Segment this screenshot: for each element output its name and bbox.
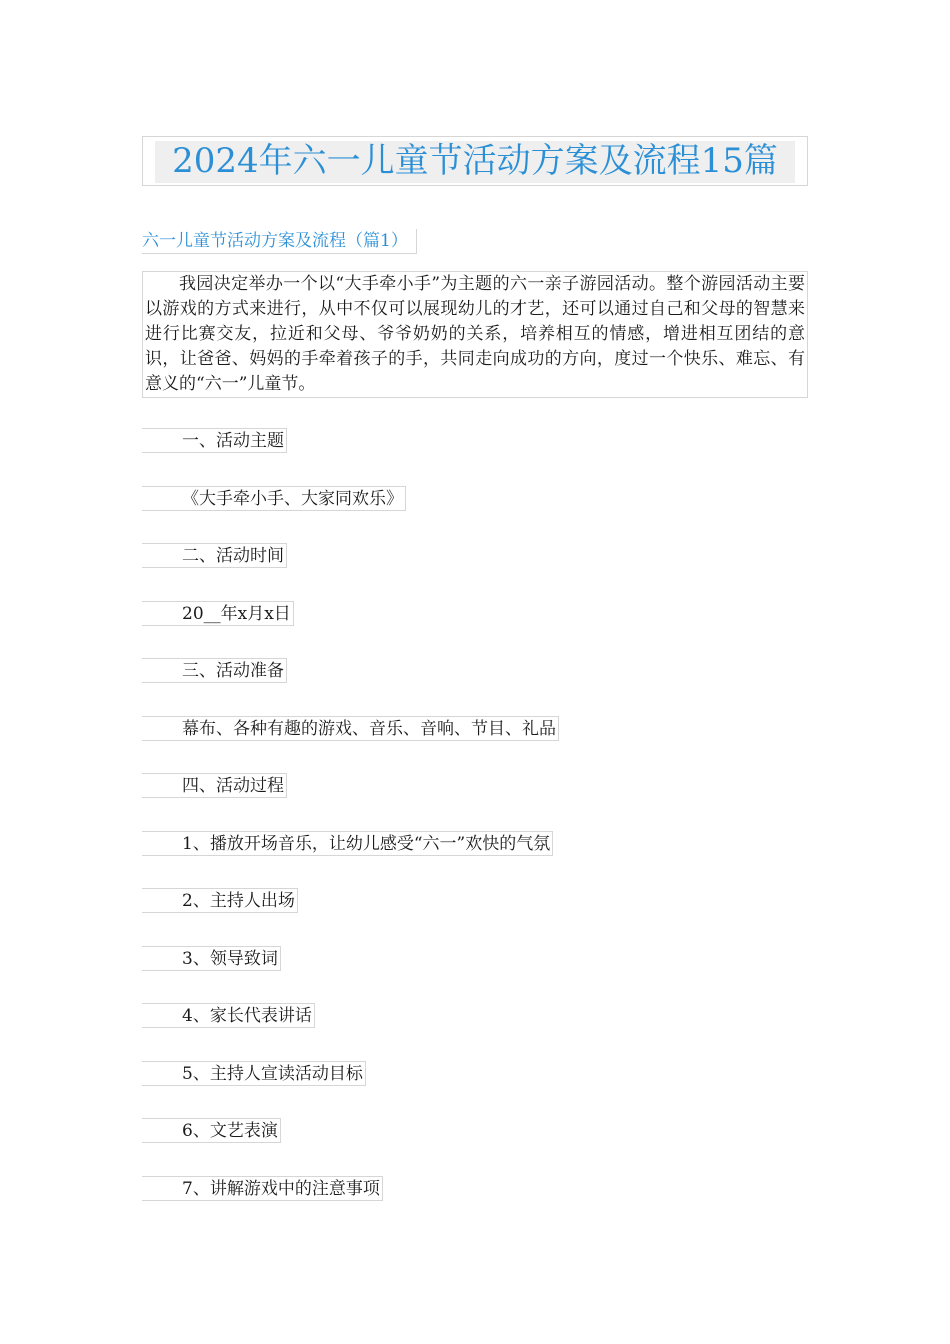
activity-time-text: 20__年x月x日	[142, 601, 294, 626]
heading-activity-time: 二、活动时间	[142, 543, 287, 568]
process-step: 1、播放开场音乐，让幼儿感受“六一”欢快的气氛	[142, 831, 553, 856]
process-step: 5、主持人宣读活动目标	[142, 1061, 366, 1086]
process-step: 2、主持人出场	[142, 888, 298, 913]
heading-activity-process: 四、活动过程	[142, 773, 287, 798]
document-title: 2024年六一儿童节活动方案及流程15篇	[172, 141, 778, 181]
intro-paragraph: 我园决定举办一个以“大手牵小手”为主题的六一亲子游园活动。整个游园活动主要以游戏的方式来进行，从中不仅可以展现幼儿的才艺，还可以通过自己和父母的智慧来进行比赛交友，拉近和父母、爷爷奶奶的关系，培养相互的情感，增进相互团结的意识，让爸爸、妈妈的手牵着孩子的手，共同走向成功的方向，度过一个快乐、难忘、有意义的“六一”儿童节。	[142, 271, 808, 398]
heading-activity-preparation: 三、活动准备	[142, 658, 287, 683]
section-heading: 六一儿童节活动方案及流程（篇1）	[142, 229, 417, 254]
process-step: 4、家长代表讲话	[142, 1003, 315, 1028]
activity-preparation-text: 幕布、各种有趣的游戏、音乐、音响、节目、礼品	[142, 716, 559, 741]
document-title-box	[142, 136, 808, 186]
process-step: 6、文艺表演	[142, 1118, 281, 1143]
process-step: 3、领导致词	[142, 946, 281, 971]
process-step: 7、讲解游戏中的注意事项	[142, 1176, 383, 1201]
activity-theme-text: 《大手牵小手、大家同欢乐》	[142, 486, 406, 511]
heading-activity-theme: 一、活动主题	[142, 428, 287, 453]
